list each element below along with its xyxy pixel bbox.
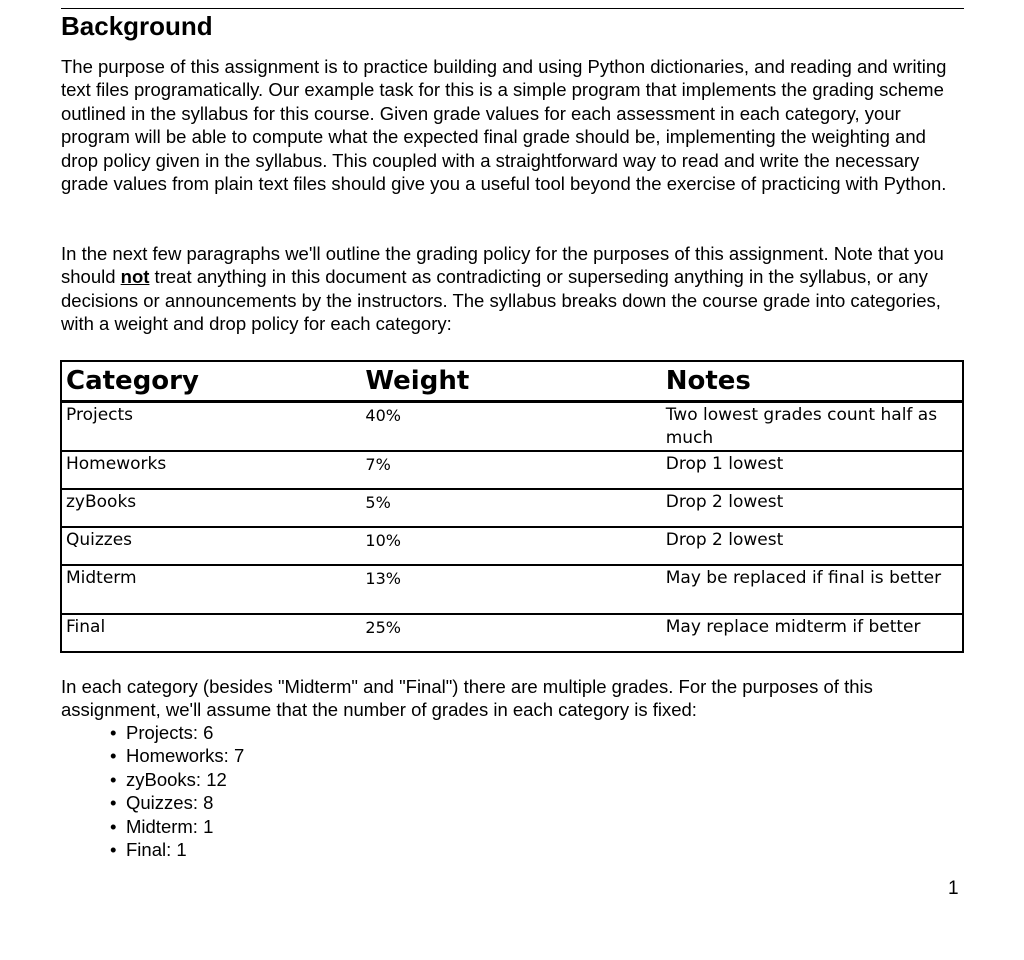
table-row bbox=[61, 527, 963, 565]
list-item: • Projects: 6 bbox=[104, 721, 244, 744]
grading-table bbox=[60, 360, 964, 653]
category-cell: Quizzes bbox=[61, 527, 361, 565]
table-header-row bbox=[61, 361, 963, 402]
policy-text-after: treat anything in this document as contradicting or superseding anything in the syllabus, or any decisions or announcements by the instructors. The syllabus breaks down the course grade into categories, with a weight and drop policy for each category: bbox=[61, 266, 941, 335]
weight-cell: 25% bbox=[361, 614, 661, 652]
table-row bbox=[61, 565, 963, 614]
header-weight: Weight bbox=[361, 361, 661, 402]
grade-count-list bbox=[104, 721, 244, 861]
table-row bbox=[61, 614, 963, 652]
weight-cell: 5% bbox=[361, 489, 661, 527]
section-heading: Background bbox=[61, 11, 213, 41]
table-row bbox=[61, 489, 963, 527]
notes-cell: Drop 1 lowest bbox=[662, 451, 963, 489]
list-item: • Midterm: 1 bbox=[104, 815, 244, 838]
weight-cell: 10% bbox=[361, 527, 661, 565]
notes-cell: Drop 2 lowest bbox=[662, 489, 963, 527]
list-item: • zyBooks: 12 bbox=[104, 768, 244, 791]
grade-count-paragraph: In each category (besides "Midterm" and "Final") there are multiple grades. For the purposes of this assignment, we'll assume that the number of grades in each category is fixed: bbox=[61, 676, 873, 721]
category-cell: zyBooks bbox=[61, 489, 361, 527]
policy-text-before: In the next few paragraphs we'll outline the grading policy for the purposes of this assignment. Note that you should bbox=[61, 243, 944, 288]
category-cell: Midterm bbox=[61, 565, 361, 614]
intro-paragraph: The purpose of this assignment is to practice building and using Python dictionaries, and reading and writing text files programatically. Our example task for this is a simple program that implements the grading scheme outlined in the syllabus for this course. Given grade values for each assessment in each category, your program will be able to compute what the expected final grade should be, implementing the weighting and drop policy given in the syllabus. This coupled with a straightforward way to read and write the necessary grade values from plain text files should give you a useful tool beyond the exercise of practicing with Python. bbox=[61, 56, 947, 195]
weight-cell: 7% bbox=[361, 451, 661, 489]
policy-emphasis: not bbox=[120, 266, 150, 288]
header-category: Category bbox=[61, 361, 361, 402]
list-item: • Quizzes: 8 bbox=[104, 791, 244, 814]
notes-cell: Drop 2 lowest bbox=[662, 527, 963, 565]
top-rule bbox=[61, 8, 964, 9]
list-item: • Final: 1 bbox=[104, 838, 244, 861]
category-cell: Projects bbox=[61, 402, 361, 452]
header-notes: Notes bbox=[662, 361, 963, 402]
notes-cell: May be replaced if final is better bbox=[662, 565, 963, 614]
page-number: 1 bbox=[948, 878, 959, 899]
policy-paragraph bbox=[61, 242, 966, 336]
notes-cell: May replace midterm if better bbox=[662, 614, 963, 652]
weight-cell: 13% bbox=[361, 565, 661, 614]
table-row bbox=[61, 402, 963, 452]
list-item: • Homeworks: 7 bbox=[104, 744, 244, 767]
notes-cell: Two lowest grades count half as much bbox=[662, 402, 963, 452]
category-cell: Homeworks bbox=[61, 451, 361, 489]
table-row bbox=[61, 451, 963, 489]
category-cell: Final bbox=[61, 614, 361, 652]
weight-cell: 40% bbox=[361, 402, 661, 452]
